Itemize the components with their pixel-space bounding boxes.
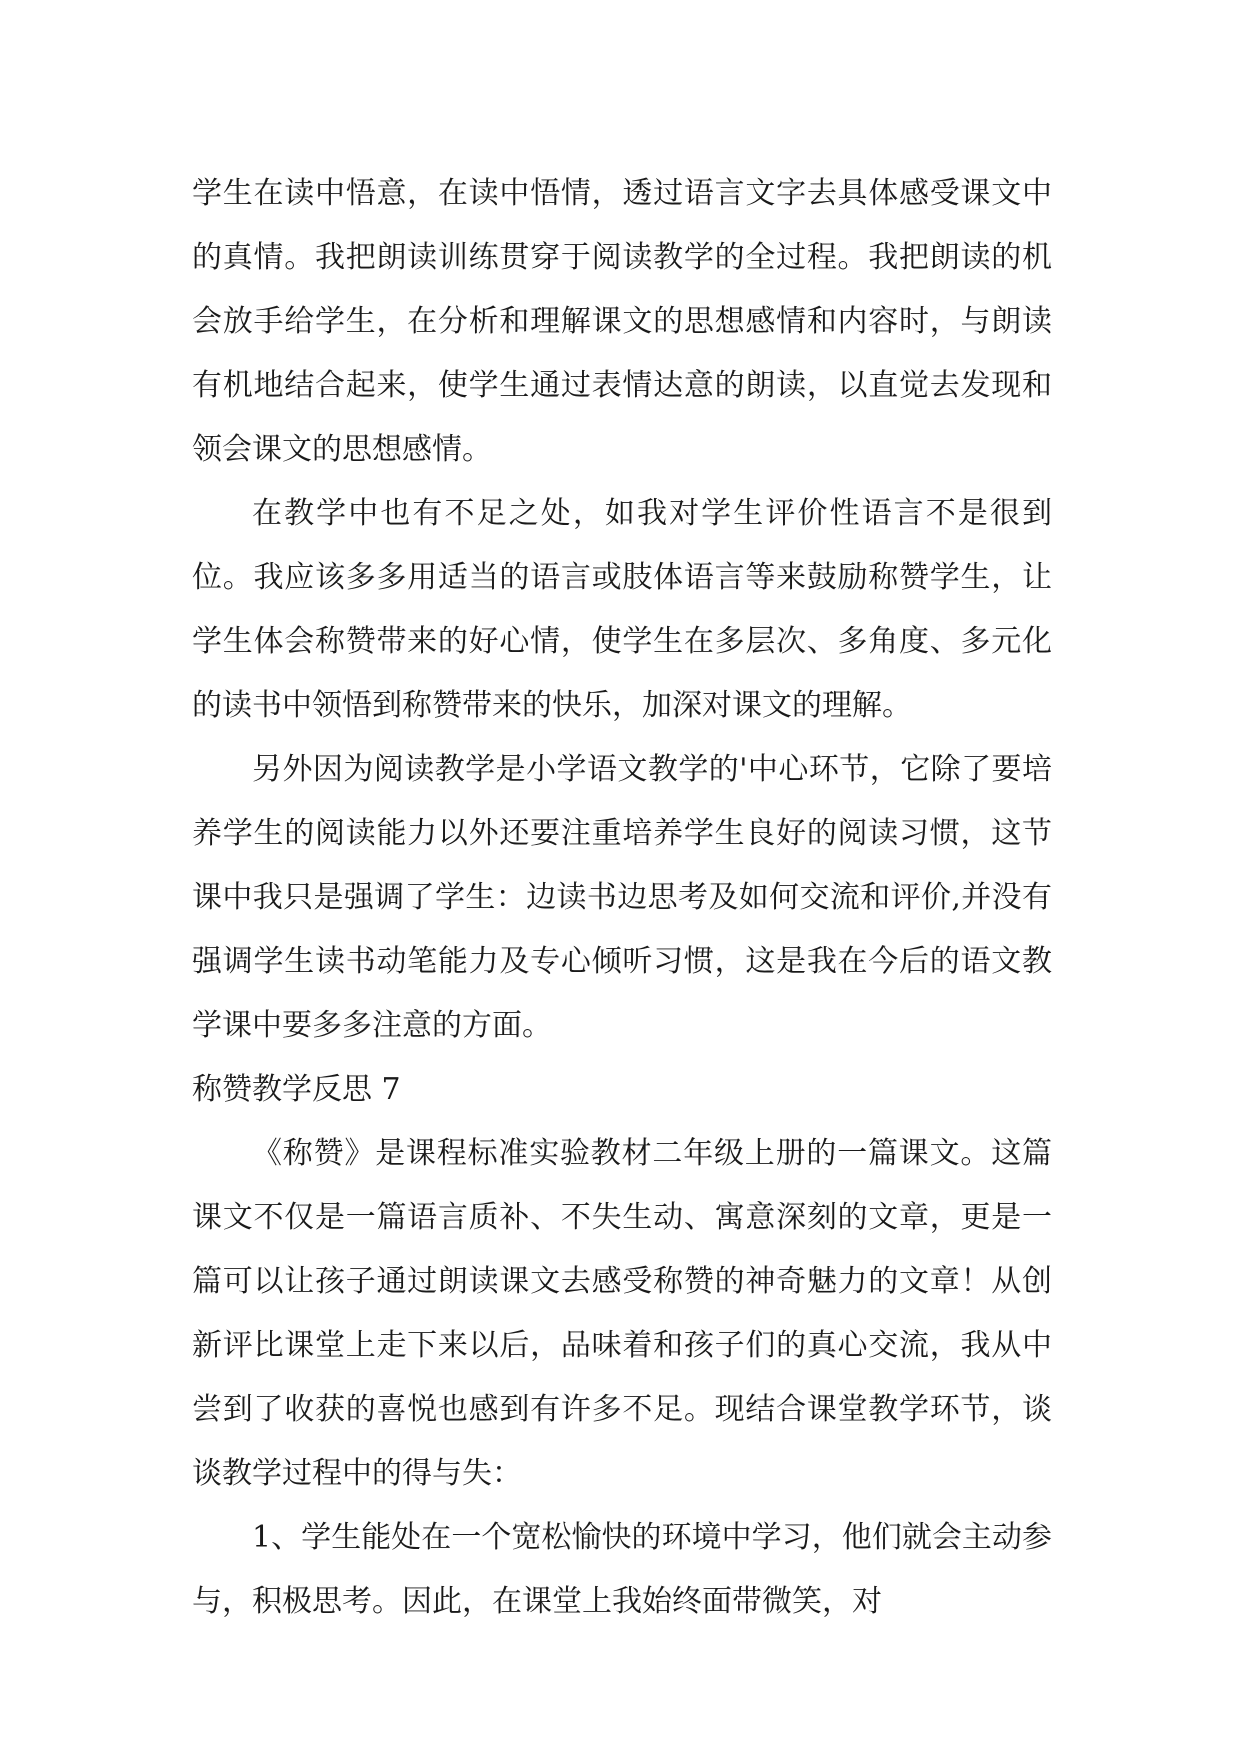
paragraph-2: 在教学中也有不足之处，如我对学生评价性语言不是很到位。我应该多多用适当的语言或肢体语言等来鼓励称赞学生，让学生体会称赞带来的好心情，使学生在多层次、多角度、多元化的读书中领悟到称赞带来的快乐，加深对课文的理解。 bbox=[192, 496, 1052, 723]
document-body bbox=[192, 162, 1052, 1634]
section-paragraph-1: 《称赞》是课程标准实验教材二年级上册的一篇课文。这篇课文不仅是一篇语言质补、不失生动、寓意深刻的文章，更是一篇可以让孩子通过朗读课文去感受称赞的神奇魅力的文章！从创新评比课堂上走下来以后，品味着和孩子们的真心交流，我从中尝到了收获的喜悦也感到有许多不足。现结合课堂教学环节，谈谈教学过程中的得与失： bbox=[192, 1136, 1052, 1491]
section-paragraph-2: 1、学生能处在一个宽松愉快的环境中学习，他们就会主动参与，积极思考。因此，在课堂上我始终面带微笑，对 bbox=[192, 1520, 1052, 1619]
section-title: 称赞教学反思 7 bbox=[192, 1072, 401, 1107]
paragraph-1: 学生在读中悟意，在读中悟情，透过语言文字去具体感受课文中的真情。我把朗读训练贯穿于阅读教学的全过程。我把朗读的机会放手给学生，在分析和理解课文的思想感情和内容时，与朗读有机地结合起来，使学生通过表情达意的朗读，以直觉去发现和领会课文的思想感情。 bbox=[192, 176, 1052, 467]
paragraph-3: 另外因为阅读教学是小学语文教学的'中心环节，它除了要培养学生的阅读能力以外还要注重培养学生良好的阅读习惯，这节课中我只是强调了学生：边读书边思考及如何交流和评价,并没有强调学生读书动笔能力及专心倾听习惯，这是我在今后的语文教学课中要多多注意的方面。 bbox=[192, 752, 1052, 1043]
